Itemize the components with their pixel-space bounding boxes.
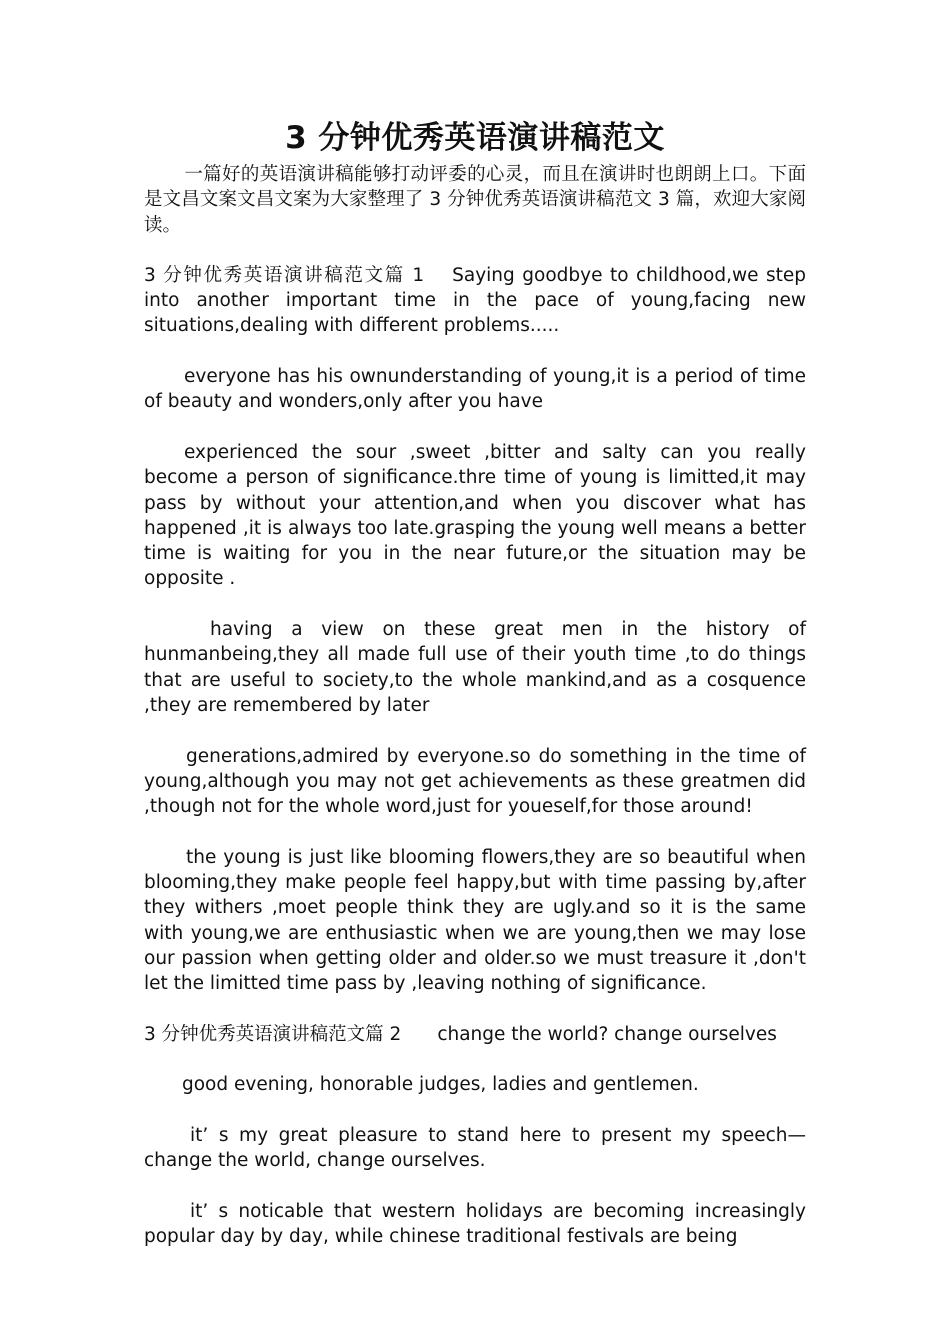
document-title: 3 分钟优秀英语演讲稿范文: [285, 120, 665, 156]
section-2-lead: change the world? change ourselves: [437, 1023, 777, 1045]
body-paragraph: [144, 845, 806, 997]
body-paragraph: [144, 1123, 806, 1174]
paragraph-text: the young is just like blooming flowers,they are so beautiful when blooming,they make people feel happy,but with time passing by,after they withers ,moet people think they are ugly.and so it is the same with young,we are enthusiastic when we are young,then we may lose our passion when getting older and older.so we must treasure it ,don't let the limitted time pass by ,leaving nothing of significance.: [144, 846, 806, 995]
section-2-heading: 3 分钟优秀英语演讲稿范文篇 2: [144, 1023, 402, 1045]
section-1-lead: Saying goodbye to childhood,we step into another important time in the pace of young,facing new situations,dealing with different problems.....: [144, 264, 806, 337]
document-page: [144, 118, 806, 1249]
intro-paragraph: [144, 162, 806, 238]
intro-text: 一篇好的英语演讲稿能够打动评委的心灵，而且在演讲时也朗朗上口。下面是文昌文案文昌文案为大家整理了 3 分钟优秀英语演讲稿范文 3 篇，欢迎大家阅读。: [144, 164, 806, 236]
body-paragraph: [144, 744, 806, 820]
body-paragraph: [144, 440, 806, 592]
body-paragraph: [144, 1072, 806, 1097]
body-paragraph: [144, 1199, 806, 1250]
body-paragraph: [144, 617, 806, 718]
paragraph-text: everyone has his ownunderstanding of young,it is a period of time of beauty and wonders,only after you have: [144, 366, 806, 413]
section-1-heading: 3 分钟优秀英语演讲稿范文篇 1: [144, 264, 425, 286]
section-1-paragraph: [144, 263, 806, 339]
paragraph-text: it’ s my great pleasure to stand here to present my speech—change the world, change ourselves.: [144, 1124, 806, 1172]
section-2-paragraph: [144, 1022, 806, 1047]
paragraph-text: generations,admired by everyone.so do something in the time of young,although you may not get achievements as these greatmen did ,though not for the whole word,just for youeself,for those around!: [144, 745, 806, 818]
paragraph-text: experienced the sour ,sweet ,bitter and salty can you really become a person of significance.thre time of young is limitted,it may pass by without your attention,and when you discover what has happened ,it is always too late.grasping the young well means a better time is waiting for you in the near future,or the situation may be opposite .: [144, 441, 806, 590]
paragraph-text: good evening, honorable judges, ladies and gentlemen.: [182, 1074, 699, 1096]
paragraph-text: it’ s noticable that western holidays are becoming increasingly popular day by day, while chinese traditional festivals are being: [144, 1200, 806, 1248]
body-paragraph: [144, 364, 806, 415]
paragraph-text: having a view on these great men in the history of hunmanbeing,they all made full use of their youth time ,to do things that are useful to society,to the whole mankind,and as a cosquence ,they are remembered by later: [144, 619, 806, 716]
